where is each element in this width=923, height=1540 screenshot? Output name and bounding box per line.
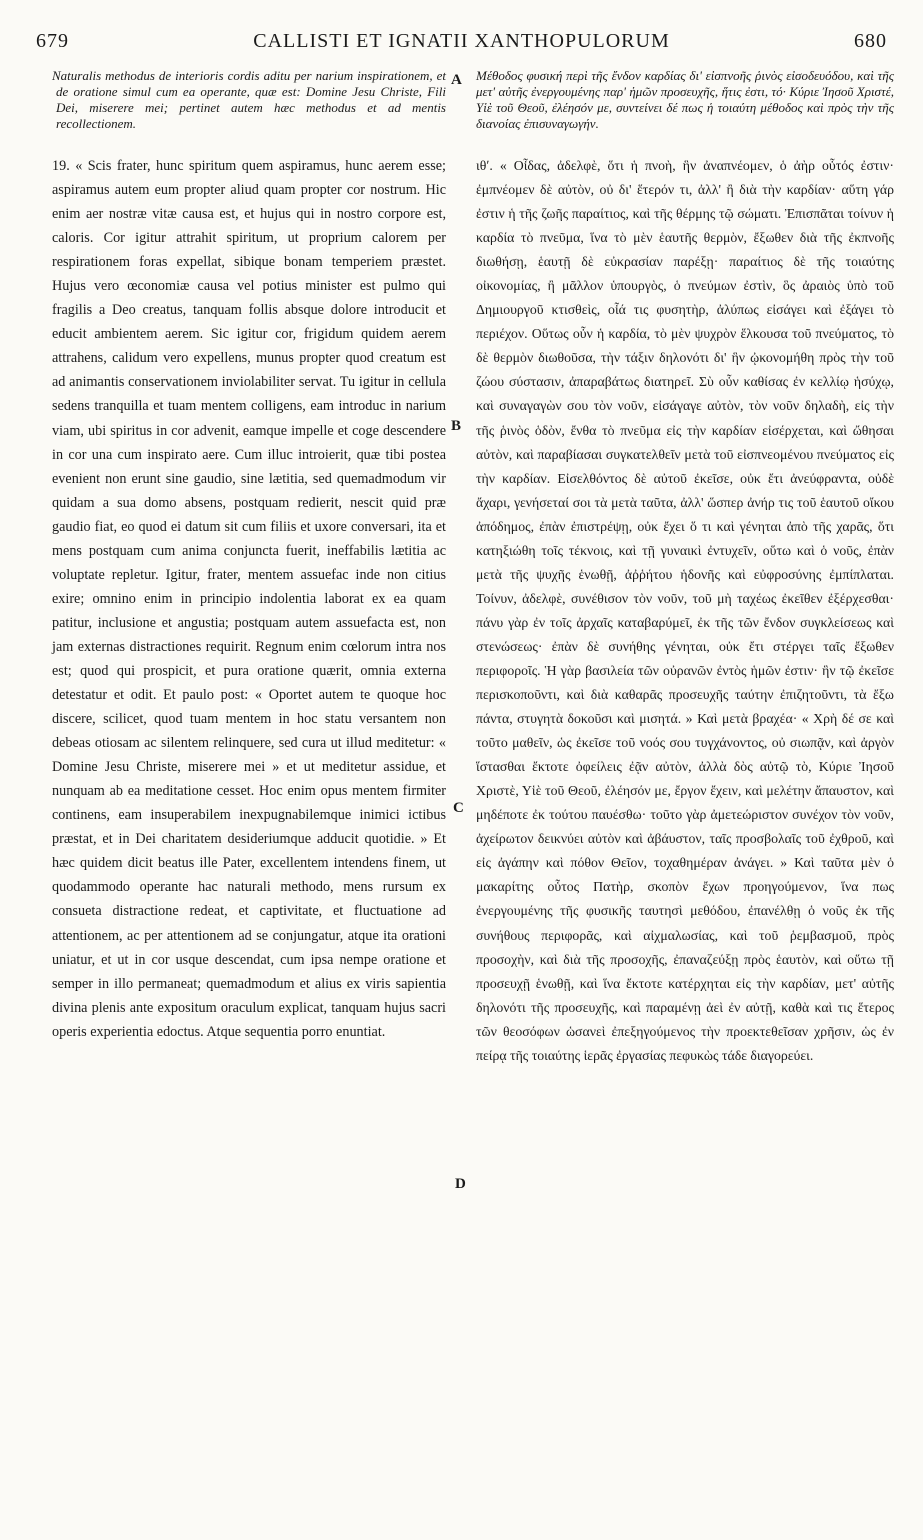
latin-body: 19. « Scis frater, hunc spiritum quem aspiramus, hunc aerem esse; aspiramus autem eum propter aliud quam propter cor nostrum. Hic enim aer nostræ vitæ causa est, et hujus qui in nostro corpore est, caloris. Cor igitur attrahit spiritum, ut proprium calorem per respirationem foras expellat, sibique bonam temperiem præstet. Hujus vero œconomiæ causa vel potius minister est pulmo qui fragilis a Deo creatus, tanquam follis absque dolore introducit et educit ambientem aerem. Sic igitur cor, frigidum quidem aerem attrahens, calidum vero expellens, munus propter quod creatum est ad animantis conservationem inviolabiliter servat. Tu igitur in cellula sedens tranquilla et tuam mentem colligens, eam introduc in narium viam, ubi spiritus in cor advenit, eamque impelle et coge descendere in cor una cum inspirato aere. Cum illuc introierit, quæ tibi postea evenient non erunt sine gaudio, sine lætitia, sed quemadmodum vir quidam a sua domo absens, postquam redierit, nescit quid præ gaudio fiat, eo quod ei datum sit cum filiis et uxore conversari, ita et mens postquam cum anima conjuncta fuerit, ineffabilis lætitia ac voluptate repletur. Igitur, frater, mentem assuefac inde non citius exire; omnino enim in principio indolentia laborat ex ea quam patitur, inclusione et angustia; postquam autem assuefacta est, non jam externas distractiones requirit. Regnum enim cœlorum intra nos est; quod qui prospicit, et pura oratione quærit, omnia externa detestatur et odit. Et paulo post: « Oportet autem te quoque hoc discere, scilicet, quod tuam mentem in hoc statu versantem non debeas otiosam ac silentem relinquere, sed cura ut illud meditetur: « Domine Jesu Christe, miserere mei » et ut meditetur assidue, et nunquam ab ea meditatione cesset. Hoc enim opus mentem firmiter continens, eam insuperabilem inexpugnabilemque inimici ictibus præstat, et in Dei charitatem desideriumque adducit quotidie. » Et hæc quidem dicit beatus ille Pater, excellentem intendens finem, ut quodammodo operante hac naturali methodo, mens rursum ex consueta distractione redeat, et captivitate, et fluctuatione ad attentionem, ac per attentionem ad se conjungatur, atque ita orationi uniatur, et ut in cor usque descendat, cum ipsa nempe oratione et semper in illo permaneat; quemadmodum et alius ex viris sapientia divina plenis ante expositum oraculum explicat, tanquam hujus sacri operis experientia edoctus. Atque sequentia porro enuntiat.: [52, 158, 446, 1040]
margin-marker-d: D: [455, 1176, 466, 1192]
page-number-right: 680: [854, 30, 887, 52]
margin-marker-a: A: [451, 72, 462, 88]
latin-column: [52, 68, 446, 1044]
greek-summary: Μέθοδος φυσική περὶ τῆς ἔνδον καρδίας δι' εἰσπνοῆς ῥινὸς εἰσοδευόδου, καὶ τῆς μετ' αὐτῆς ἐνεργουμένης παρ' ἡμῶν προσευχῆς, ἥτις ἐστι, τό· Κύριε Ἰησοῦ Χριστέ, Υἱὲ τοῦ Θεοῦ, ἐλέησόν με, συντείνει δέ πως ἡ τοιαύτη μέθοδος καὶ πρὸς τὴν τῆς διανοίας ἐπισυναγωγήν.: [476, 68, 894, 131]
margin-marker-c: C: [453, 800, 464, 816]
greek-body: ιθʹ. « Οἶδας, ἀδελφὲ, ὅτι ἡ πνοὴ, ἣν ἀναπνέομεν, ὁ ἀὴρ οὗτός ἐστιν· ἐμπνέομεν δὲ αὐτὸν, οὐ δι' ἕτερόν τι, ἀλλ' ἢ διὰ τὴν καρδίαν· αὕτη γάρ ἐστιν ἡ τῆς ζωῆς παραίτιος, καὶ τῆς θέρμης τῷ σώματι. Ἐπισπᾶται τοίνυν ἡ καρδία τὸ πνεῦμα, ἵνα τὸ μὲν ἑαυτῆς θερμὸν, ἔξωθεν διὰ τῆς ἐκπνοῆς διωθήσῃ, ἑαυτῇ δὲ εὐκρασίαν παρέξῃ· παραίτιος δὲ τῆς τοιαύτης οἰκονομίας, ἢ μᾶλλον ὑπουργὸς, ὁ πνεύμων ἐστὶν, ὃς ἀραιὸς ὑπὸ τοῦ Δημιουργοῦ κτισθεὶς, οἷά τις φυσητὴρ, ἀλύπως εἰσάγει καὶ ἐξάγει τὸ περιέχον. Οὕτως οὖν ἡ καρδία, τὸ μὲν ψυχρὸν ἕλκουσα τοῦ πνεύματος, τὸ δὲ θερμὸν διωθοῦσα, τὴν τάξιν δηλονότι δι' ἣν ᾠκονομήθη πρὸς τὴν τοῦ ζώου σύστασιν, ἀπαραβάτως διατηρεῖ. Σὺ οὖν καθίσας ἐν κελλίῳ ἡσύχῳ, καὶ συναγαγὼν σου τὸν νοῦν, εἰσάγαγε αὐτὸν, τὸν νοῦν δηλαδὴ, εἰς τὴν τῆς ῥινὸς ὁδὸν, ἔνθα τὸ πνεῦμα εἰς τὴν καρδίαν εἰσέρχεται, καὶ ὤθησαι αὐτὸν, καὶ παραβίασαι συγκατελθεῖν μετὰ τοῦ εἰσπνεομένου πνεύματος εἰς τὴν καρδίαν. Εἰσελθόντος δὲ αὐτοῦ ἐκεῖσε, οὐκ ἔτι ἀνεύφραντα, οὐδὲ ἄχαρι, γενήσεταί σοι τὰ μετὰ ταῦτα, ἀλλ' ὥσπερ ἀνήρ τις τοῦ ἑαυτοῦ οἴκου ἀπόδημος, ἐπὰν ἐπιστρέψῃ, οὐκ ἔχει ὅ τι καὶ γένηται ἀπὸ τῆς χαρᾶς, ὅτι κατηξιώθη τοῖς τέκνοις, καὶ τῇ γυναικὶ ἐντυχεῖν, οὕτω καὶ ὁ νοῦς, ἐπὰν μετὰ τῆς ψυχῆς ἑνωθῇ, ἀῤῥήτου ἡδονῆς καὶ εὐφροσύνης ἐμπίπλαται. Τοίνυν, ἀδελφὲ, συνέθισον τὸν νοῦν, τοῦ μὴ ταχέως ἐκεῖθεν ἐξέρχεσθαι· πάνυ γὰρ ἐν τοῖς ἀρχαῖς καταβαρύμεῖ, ἐκ τῆς τῶν ἔνδον συγκλείσεως καὶ στενώσεως· ἐπὰν δὲ συνήθης γένηται, οὐκ ἔτι στέργει ταῖς ἔξωθεν περιφοροῖς. Ἡ γὰρ βασιλεία τῶν οὐρανῶν ἐντὸς ἡμῶν ἐστιν· ἣν τῷ ἐκεῖσε περισκοποῦντι, καὶ διὰ καθαρᾶς προσευχῆς ταύτην ἐπιζητοῦντι, τὰ ἔξω πάντα, στυγητὰ δοκοῦσι καὶ μισητά. » Καὶ μετὰ βραχέα· « Χρὴ δέ σε καὶ τοῦτο μαθεῖν, ὡς ἐκεῖσε τοῦ νοός σου τυγχάνοντος, οὐ σιωπᾷν, καὶ ἀργὸν ἵστασθαι ἔκτοτε ὀφείλεις ἐᾷν αὐτὸν, ἀλλὰ δὸς αὐτῷ τὸ, Κύριε Ἰησοῦ Χριστὲ, Υἱὲ τοῦ Θεοῦ, ἐλέησόν με, ἔργον ἔχειν, καὶ μελέτην ἄπαυστον, καὶ μηδέποτε ἐκ τούτου παυέσθω· τοῦτο γὰρ ἀμετεώριστον συνέχον τὸν νοῦν, ἀχείρωτον δεικνύει αὐτὸν καὶ ἀβάυστον, ταῖς προσβολαῖς τοῦ ἐχθροῦ, καὶ εἰς ἀγάπην καὶ πόθον Θεῖον, τοχαθημέραν ἀνάγει. » Καὶ ταῦτα μὲν ὁ μακαρίτης οὗτος Πατὴρ, σκοπὸν ἔχων προηγούμενον, ἵνα πως ἐνεργουμένης τῆς φυσικῆς ταυτησὶ μεθόδου, ἐπανέλθῃ ὁ νοῦς ἐκ τῆς συνήθους περιφορᾶς, καὶ αἰχμαλωσίας, καὶ τοῦ ῥεμβασμοῦ, πρὸς προσοχὴν, καὶ διὰ τῆς προσοχῆς, ἐπαναζεύξῃ πρὸς ἑαυτὸν, καὶ οὕτω τῇ προσευχῇ ἑνωθῇ, καὶ ἵνα ἔκτοτε κατέρχηται εἰς τὴν καρδίαν, μετ' αὐτῆς δηλονότι τῆς προσευχῆς, καὶ παραμένῃ ἀεὶ ἐν αὐτῇ, καθὰ καὶ τις ἕτερος τῶν θεοσόφων ὡσανεὶ ἐπεξηγούμενος τὴν προεκτεθεῖσαν χρῆσιν, ὡς ἐν πείρᾳ τῆς τοιαύτης ἱερᾶς ἐργασίας πεφυκὼς τάδε διαγορεύει.: [476, 158, 894, 1063]
margin-marker-b: B: [451, 418, 462, 434]
latin-summary: Naturalis methodus de interioris cordis aditu per narium inspirationem, et de oratione simul cum ea operante, quæ est: Domine Jesu Christe, Fili Dei, miserere mei; pertinet autem hæc methodus et ad mentis recollectionem.: [52, 68, 446, 131]
running-header: [36, 30, 887, 60]
running-title: CALLISTI ET IGNATII XANTHOPULORUM: [253, 30, 670, 52]
greek-column: [476, 68, 894, 1068]
page-number-left: 679: [36, 30, 69, 52]
